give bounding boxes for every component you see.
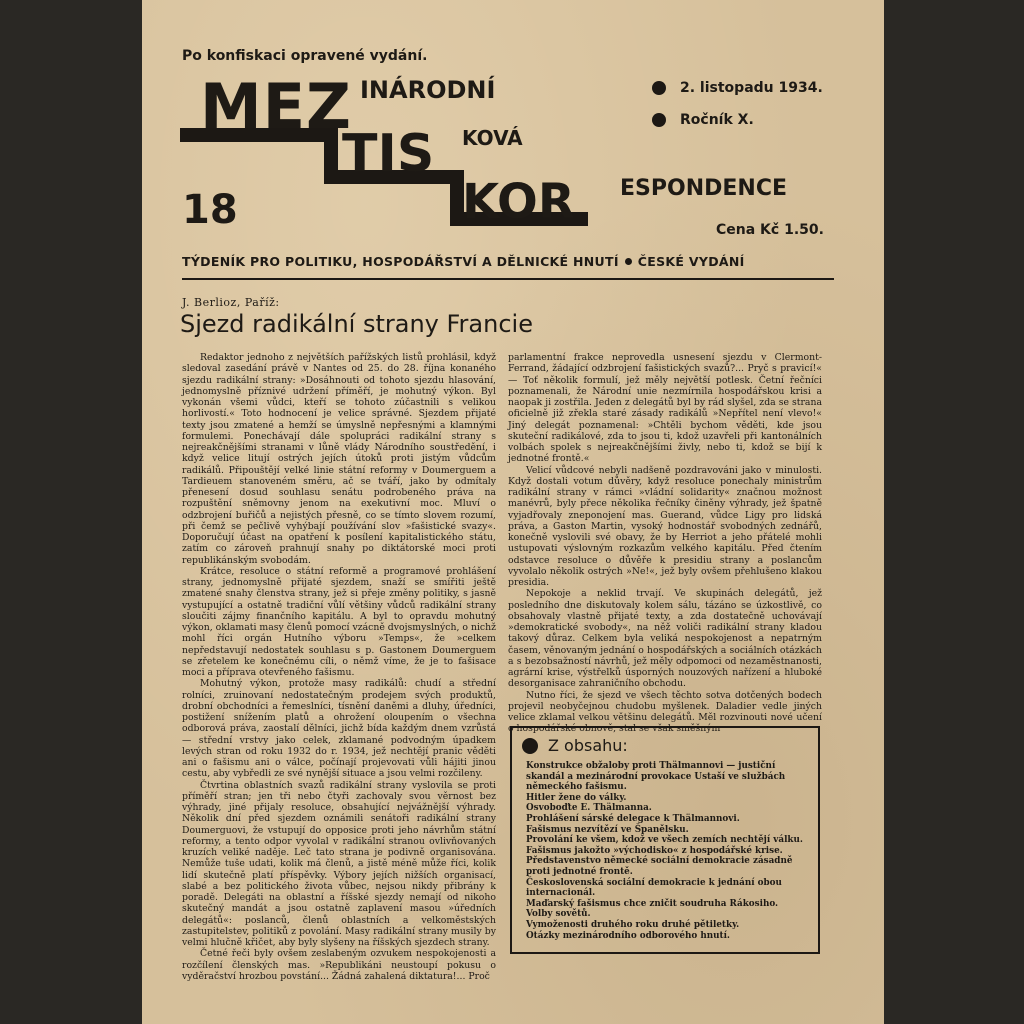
- contents-item: Osvoboďte E. Thälmanna.: [526, 803, 652, 814]
- paragraph: Krátce, resoluce o státní reformě a programové prohlášení strany, jednomyslně přijaté sjezdem, snaží se smířiti ještě zmatené snahy členstva strany, jež si přeje změny politiky, s jasně vystupující a ostatně tradiční vůlí většiny vůdců radikální strany sloučiti zájmy finančního kapitálu. A byl to opravdu mohutný výkon, oklamati masy členů pomocí vzácně dvojsmyslných, o nichž mohl říci orgán Hutního výboru »Temps«, že »celkem nepředstavují nedostatek souhlasu s p. Gastonem Doumerguem se zřetelem ke konečnému cíli, o němž víme, že je to fašisace moci a příprava otevřeného fašismu.: [182, 565, 497, 678]
- contents-title: Z obsahu:: [548, 736, 628, 755]
- paragraph: Redaktor jednoho z největších pařížských listů prohlásil, když sledoval zasedání právě v Nantes od 25. do 28. října konaného sjezdu radikální strany: »Dosáhnouti od tohoto sjezdu hlasování, jednomyslně příznivé udržení příměří, je mohutný výkon. Byl vykonán všemi vůdci, kteří se tohoto zúčastnili s velikou horlivostí.« Toto hodnocení je velice správné. Sjezdem přijaté texty jsou zmatené a hemží se úmyslně nepřesnými a klamnými formulemi. Ponechávají dále spolupráci radikální strany s nejreakčnějšími stranami v lůně vlády Národního soustředění, i když velice litují ostrých jejích útoků proti jistým vůdcům radikálů. Připouštějí velké linie státní reformy v Doumerguem a Tardieuem stanoveném směru, ač se tváří, jako by odmítaly přenesení dosud souhlasu senátu podrobeného práva na rozpuštění sněmovny jenom na exekutivní moc. Mluví o odzbrojení buřičů a nejistých přesně, co se tímto slovem rozumí, při čemž se pečlivě vyhýbají používání slov »fašistické svazy«. Doporučují účast na opatření k posílení kapitalistického státu, zatím co zároveň prahnují snahy po diktátorské moci proti republikánským svobodám.: [182, 352, 496, 566]
- volume-line: [652, 112, 754, 128]
- paragraph: Čtvrtina oblastních svazů radikální strany vyslovila se proti příměří stran; jen tři nebo čtyři zachovaly svou věrnost bez výhrady, jiné přijaly resoluce, obsahující nejvážnější výhrady. Několik dní před sjezdem oznámili senátoři radikální strany Doumerguovi, že vstupují do opposice proti jeho návrhům státní reformy, a tento odpor vyvolal v radikální stranou ovlivňovaných kruzích veliké naděje. Leč tato strana je podivně organisována. Nemůže tuše udati, kolik má členů, a jistě méně může říci, kolik lidí skutečně platí příspěvky. Výbory jejích nižších organisací, slabé a bez politického života vůbec, nejsou nikdy přibrány k poradě. Delegáti na oblastní a říšské sjezdy nemají od nikoho skutečný mandát a jsou ostatně zaplavení masou »úředních delegátů«: poslanců, členů oblastních a velkoměstských zastupitelstev, politiků z povolání. Masy radikální strany musily by velmi hlučně křičet, aby byly slyšeny na říšských sjezdech strany.: [182, 779, 496, 948]
- contents-heading: [522, 736, 808, 755]
- contents-item: Fašismus nezvítězí ve Španělsku.: [526, 824, 689, 835]
- paragraph: Nepokoje a neklid trvají. Ve skupinách delegátů, jež posledního dne diskutovaly kolem sálu, tázáno se úzkostlivě, co obsahovaly vlastně přijaté texty, a zda dostatečně uchovávají »demokratické svobody«, na něž voliči radikální strany kladou takový důraz. Celkem byla veliká nespokojenost a nepatrným časem, věnovaným jednání o hospodářských a sociálních otázkách a s bezobsažností návrhů, jež měly odpomoci od nezaměstnanosti, agrární krise, výstřelků úsporných nouzových nařízení a hluboké desorganisace zahraničního obchodu.: [508, 588, 822, 690]
- contents-item: Prohlášení sárské delegace k Thälmannovi.: [526, 813, 740, 824]
- contents-item: Konstrukce obžaloby proti Thälmannovi — justiční skandál a mezinárodní provokace Ustaší ve službách německého fašismu.: [526, 761, 786, 793]
- issue-volume: Ročník X.: [680, 112, 754, 128]
- contents-item: Vymoženosti druhého roku druhé pětiletky.: [526, 919, 740, 930]
- tagline-main: TÝDENÍK PRO POLITIKU, HOSPODÁŘSTVÍ A DĚLNICKÉ HNUTÍ: [182, 254, 619, 269]
- contents-item: Představenstvo německé sociální demokracie zásadně proti jednotné frontě.: [526, 856, 793, 877]
- contents-item: Maďarský fašismus chce zničit soudruha Rákosiho.: [526, 898, 779, 909]
- confiscation-note: Po konfiskaci opravené vydání.: [182, 48, 428, 64]
- masthead-kor: KOR: [462, 174, 575, 230]
- contents-box: [510, 726, 820, 954]
- tagline-bullet-icon: [625, 258, 632, 265]
- date-line: [652, 80, 823, 96]
- masthead-tagline: [182, 254, 842, 269]
- masthead-tis: TIS: [342, 124, 435, 184]
- masthead-mez: MEZ: [200, 70, 353, 143]
- tagline-edition: ČESKÉ VYDÁNÍ: [637, 254, 745, 269]
- contents-item: Československá sociální demokracie k jednání obou internacionál.: [526, 877, 782, 899]
- bullet-icon: [652, 113, 666, 127]
- contents-item: Hitler žene do války.: [526, 792, 627, 803]
- paragraph: Četné řeči byly ovšem zeslabeným ozvukem nespokojenosti a rozčílení členských mas. »Republikáni neustoupí pokusu o vyděračství hrozbou povstání... Žádná zahalená diktatura!... Proč: [182, 948, 496, 982]
- contents-item: Otázky mezinárodního odborového hnutí.: [526, 930, 730, 941]
- issue-number: 18: [182, 187, 238, 233]
- masthead-inarodni: INÁRODNÍ: [360, 76, 496, 104]
- issue-date: 2. listopadu 1934.: [680, 80, 823, 96]
- masthead-kova: KOVÁ: [462, 126, 523, 150]
- bullet-icon: [522, 738, 538, 754]
- contents-item: Volby sovětů.: [526, 909, 591, 920]
- article-headline: Sjezd radikální strany Francie: [180, 310, 533, 338]
- bullet-icon: [652, 81, 666, 95]
- issue-price: Cena Kč 1.50.: [716, 222, 824, 238]
- newspaper-page: [142, 0, 884, 1024]
- article-column-right: [508, 352, 822, 735]
- article-column-left: [182, 352, 496, 982]
- contents-item: Provolání ke všem, kdož ve všech zemích nechtějí válku.: [526, 835, 803, 846]
- masthead-espondence: ESPONDENCE: [620, 176, 787, 201]
- contents-item: Fašismus jakožto »východisko« z hospodářské krise.: [526, 845, 783, 856]
- paragraph: Mohutný výkon, protože masy radikálů: chudí a střední rolníci, zruinovaní nedostatečným prodejem svých produktů, drobní obchodníci a řemeslníci, tísnění daněmi a dluhy, úředníci, postižení snížením platů a ohrožení oloupením o všechna odborová práva, zaostalí dělníci, jichž bída každým dnem vzrůstá — střední vrstvy jako celek, zklamané podvodným úpadkem levých stran od roku 1932 do r. 1934, jež nechtějí pranic věděti ani o fašismu ani o válce, počínají projevovati vůli hájiti jinou cestu, aby vybředli ze své nynější situace a jsou velmi rozčileny.: [182, 678, 496, 780]
- paragraph: Nutno říci, že sjezd ve všech těchto sotva dotčených bodech projevil neobyčejnou chudobu myšlenek. Daladier vedle jiných velice zklamal velkou většinu delegátů. Měl rozvinouti nové učení o hospodářské obnově, stal se však směšným: [508, 689, 822, 735]
- paragraph: Velicí vůdcové nebyli nadšeně pozdravováni jako v minulosti. Když dostali votum důvěry, když resoluce ponechaly ministrům radikální strany v rámci »vládní solidarity« značnou možnost manévrů, byly přece několika řečníky činěny výhrady, jež špatně vyjadřovaly zneponojení mas. Guerand, vůdce Ligy pro lidská práva, a Gaston Martin, vysoký hodnostář svobodných zednářů, konečně vyslovili své obavy, že by Herriot a jeho přátelé mohli ustupovati výslovným rozkazům velkého kapitálu. Před čtením odstavce resoluce o důvěře k presidiu strany a poslancům vyvolalo několik ostrých »Ne!«, jež byly ovšem přehlušeno klakou presidia.: [508, 464, 822, 588]
- article-byline: J. Berlioz, Paříž:: [182, 296, 280, 309]
- paragraph: parlamentní frakce neprovedla usnesení sjezdu v Clermont-Ferrand, žádající odzbrojení fašistických svazů?... Pryč s pravicí!« — Toť několik formulí, jež měly největší potlesk. Četní řečníci poznamenali, že Národní unie nezmírnila hospodářskou krisi a naopak ji zostřila. Jeden z delegátů byl by rád slyšel, zda se strana oficielně již zřekla staré zásady radikálů »Nepřítel není vlevo!« Jiný delegát poznamenal: »Chtěli bychom věděti, kde jsou skuteční radikálové, zda to jsou ti, kdož uzavřeli při kantonálních volbách spolek s nejreakčnějšími živly, nebo ti, kdož se bijí k jednotné frontě.«: [508, 352, 822, 465]
- header-rule: [182, 278, 834, 280]
